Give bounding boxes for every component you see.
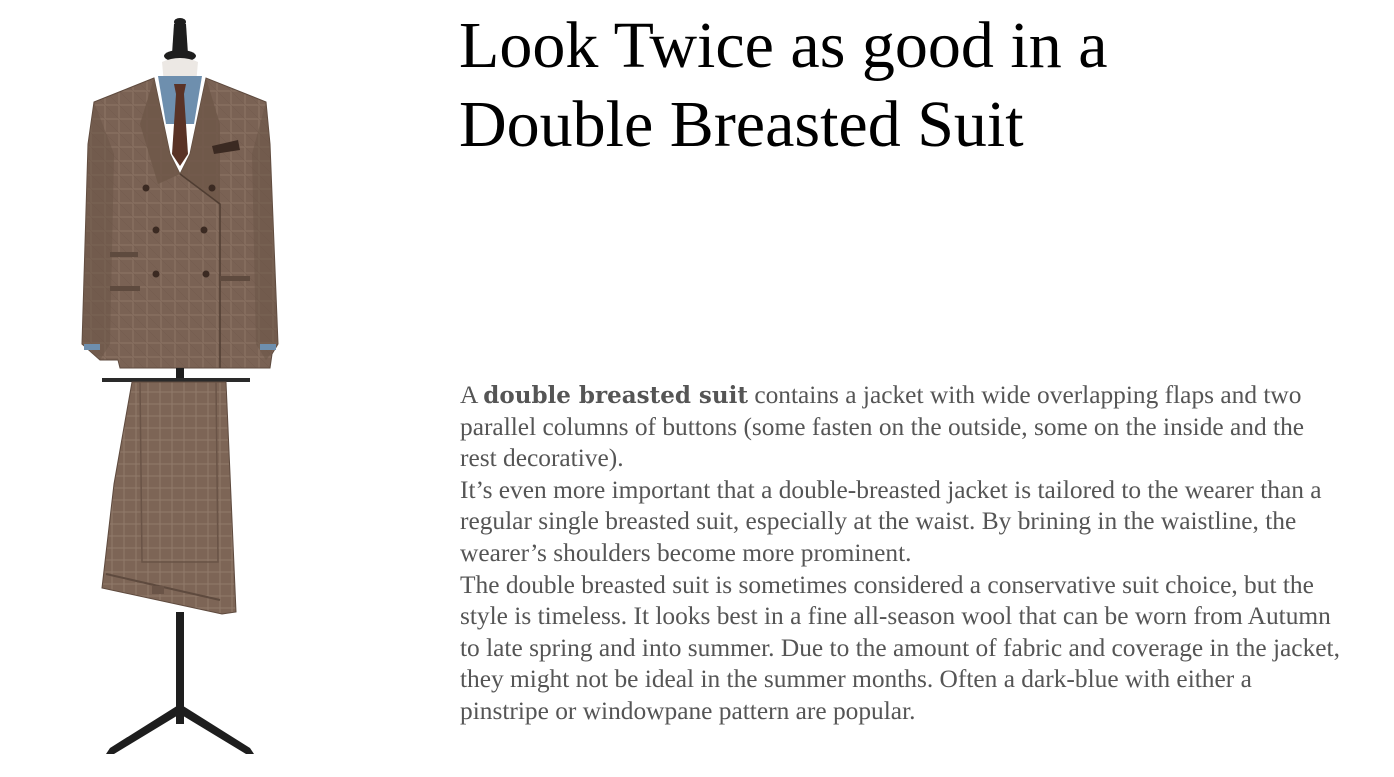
suit-mannequin-icon <box>70 14 290 764</box>
suit-mannequin-image <box>70 14 290 764</box>
paragraph-prefix: A <box>460 381 484 409</box>
term-bold: double breasted suit <box>483 382 748 409</box>
trousers <box>102 382 236 614</box>
paragraph-style: The double breasted suit is sometimes considered a conservative suit choice, but the style is timeless. It looks best in a fine all-season wool that can be worn from Autumn to late spring and into summer. Due to the amount of fabric and coverage in the jacket, they might not be ideal in the summer months. Often a dark-blue with either a pinstripe or windowpane pattern are popular. <box>460 570 1340 725</box>
article-body <box>460 380 1340 728</box>
title-line-2: Double Breasted Suit <box>459 88 1024 161</box>
mannequin-top <box>162 18 198 84</box>
paragraph-definition <box>460 380 1340 475</box>
title-line-1: Look Twice as good in a <box>459 9 1108 82</box>
paragraph-definition-text: contains a jacket with wide overlapping flaps and two parallel columns of buttons (some fasten on the outside, some on the inside and the rest decorative). <box>460 381 1305 473</box>
page-title <box>459 6 1359 164</box>
trouser-hanger <box>102 368 250 382</box>
mannequin-stand <box>106 612 254 754</box>
paragraph-tailoring: It’s even more important that a double-breasted jacket is tailored to the wearer than a regular single breasted suit, especially at the waist. By brining in the waistline, the wearer’s shoulders become more prominent. <box>460 475 1322 567</box>
